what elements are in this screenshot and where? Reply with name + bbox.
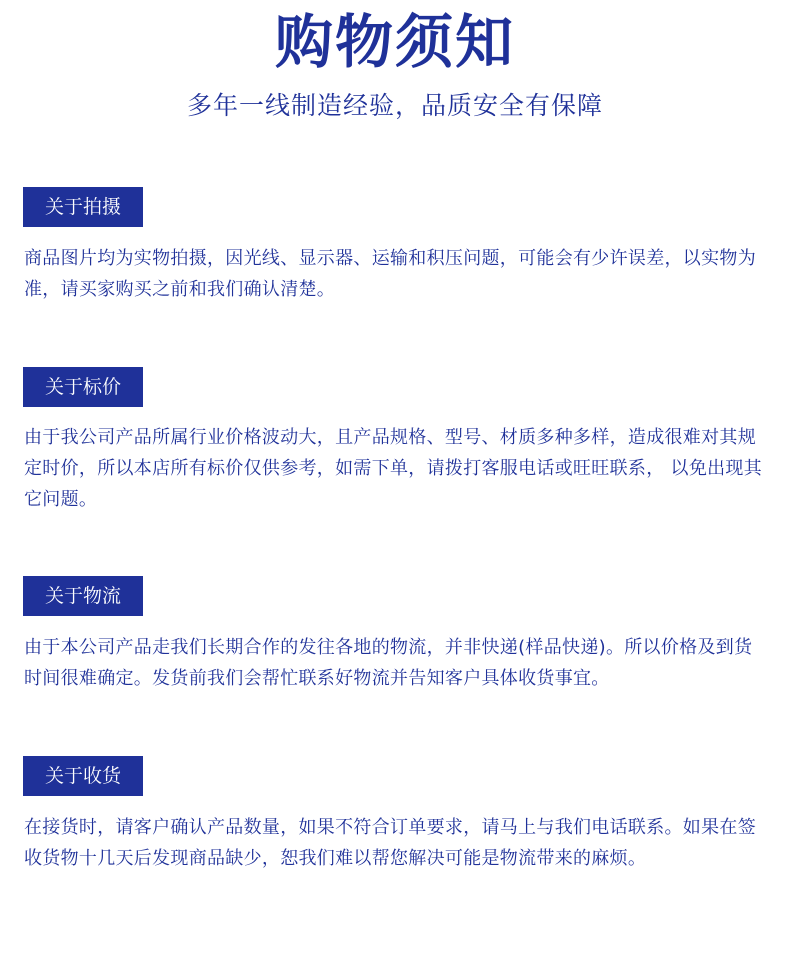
section-text-receiving: 在接货时，请客户确认产品数量，如果不符合订单要求，请马上与我们电话联系。如果在签收货物十几天后发现商品缺少，恕我们难以帮您解决可能是物流带来的麻烦。 — [24, 817, 756, 869]
section-text-logistics: 由于本公司产品走我们长期合作的发往各地的物流，并非快递(样品快递)。所以价格及到货时间很难确定。发货前我们会帮忙联系好物流并告知客户具体收货事宜。 — [24, 637, 753, 689]
section-label-photography: 关于拍摄 — [23, 187, 143, 227]
section-label-pricing: 关于标价 — [23, 367, 143, 407]
section-label-receiving: 关于收货 — [23, 756, 143, 796]
section-text-photography: 商品图片均为实物拍摄，因光线、显示器、运输和积压问题，可能会有少许误差，以实物为准，请买家购买之前和我们确认清楚。 — [24, 248, 756, 300]
page-subtitle: 多年一线制造经验，品质安全有保障 — [186, 91, 603, 120]
section-label-logistics: 关于物流 — [23, 576, 143, 616]
section-text-pricing: 由于我公司产品所属行业价格波动大，且产品规格、型号、材质多种多样，造成很难对其规定时价，所以本店所有标价仅供参考，如需下单，请拨打客服电话或旺旺联系， 以免出现其它问题。 — [24, 427, 763, 510]
page-title: 购物须知 — [274, 8, 515, 76]
